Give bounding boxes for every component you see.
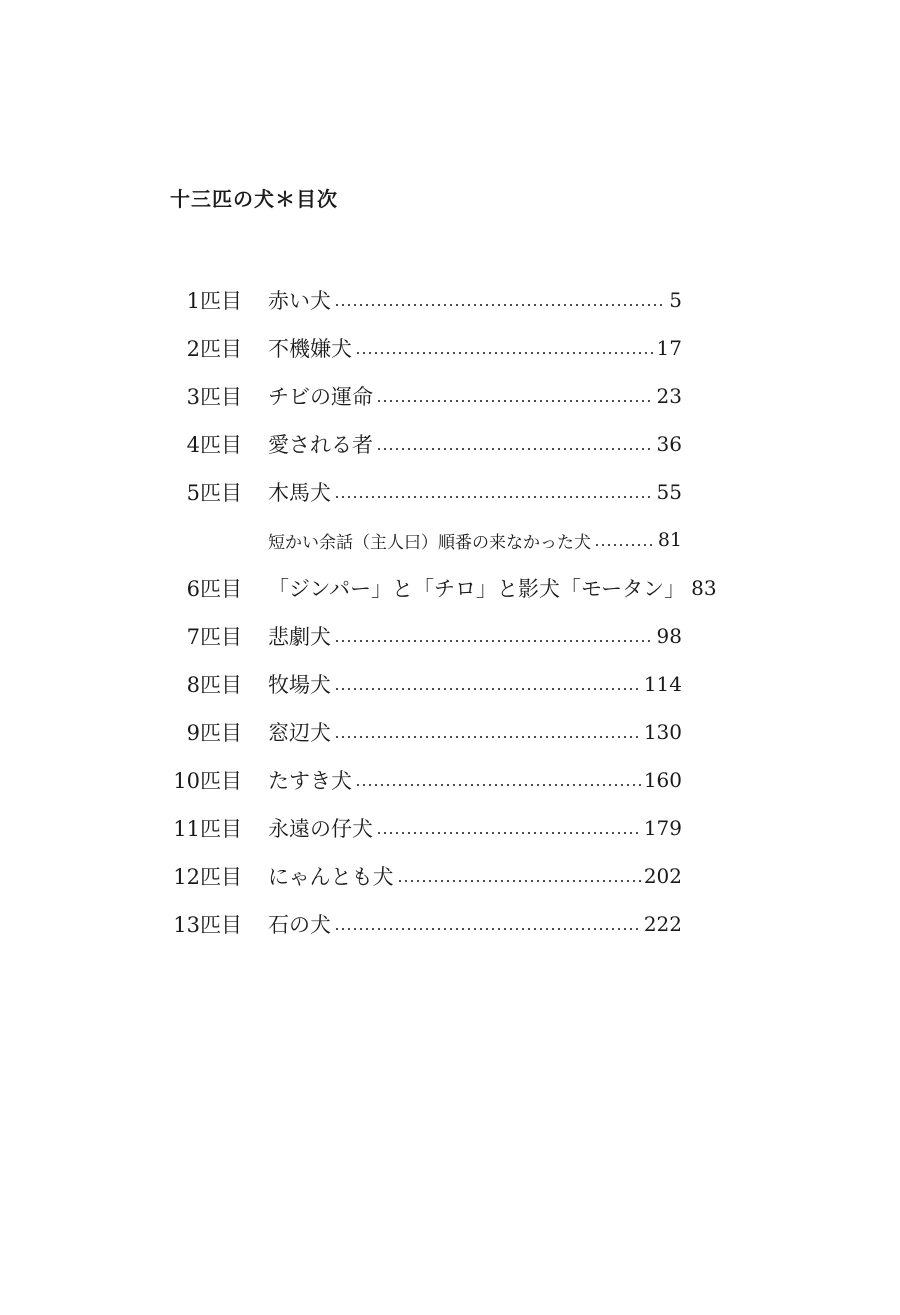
dot-leader <box>397 880 641 882</box>
dot-leader <box>334 496 654 498</box>
toc-entry-page: 17 <box>656 336 682 360</box>
toc-entry-number: 11匹目 <box>173 817 242 841</box>
toc-entry-title: 不機嫌犬 <box>268 337 352 361</box>
toc-entry-page: 160 <box>643 768 682 792</box>
toc-entry-number: 8匹目 <box>186 673 242 697</box>
toc-entry-title: チビの運命 <box>268 385 373 409</box>
toc-entry-page: 222 <box>643 912 682 936</box>
toc-entry-page: 179 <box>643 816 682 840</box>
toc-entry-title: 愛される者 <box>268 433 373 457</box>
toc-entry-title: にゃんとも犬 <box>268 865 394 889</box>
toc-entry <box>160 708 682 756</box>
toc-entry-number: 6匹目 <box>186 577 242 601</box>
toc-entry <box>160 324 682 372</box>
toc-entry-page: 114 <box>643 672 682 696</box>
toc-entry-page: 98 <box>656 624 682 648</box>
toc-entry-number: 10匹目 <box>173 769 242 793</box>
toc-sub-entry <box>160 516 682 564</box>
toc-entry-title: 窓辺犬 <box>268 721 331 745</box>
dot-leader <box>355 352 654 354</box>
toc-entry <box>160 804 682 852</box>
toc-entry-title: 赤い犬 <box>268 289 331 313</box>
toc-entry-page: 83 <box>691 576 717 600</box>
toc-entry-number: 9匹目 <box>186 721 242 745</box>
toc-entry-page: 81 <box>657 529 682 551</box>
toc-entry <box>160 756 682 804</box>
toc-entry-number: 7匹目 <box>186 625 242 649</box>
toc-entry <box>160 612 682 660</box>
toc-entry-title: 悲劇犬 <box>268 625 331 649</box>
toc-entry <box>160 372 682 420</box>
toc-entry-number: 1匹目 <box>186 289 242 313</box>
toc-entry <box>160 852 682 900</box>
dot-leader <box>334 736 641 738</box>
toc-entry <box>160 564 717 612</box>
toc-entry <box>160 900 682 948</box>
dot-leader <box>334 640 654 642</box>
dot-leader <box>334 688 641 690</box>
toc-entry <box>160 468 682 516</box>
dot-leader <box>376 448 654 450</box>
toc-entry <box>160 276 682 324</box>
toc-entry-number: 13匹目 <box>173 913 242 937</box>
toc-entry-number: 3匹目 <box>186 385 242 409</box>
dot-leader <box>334 304 666 306</box>
toc-entry <box>160 660 682 708</box>
toc-entry-number: 2匹目 <box>186 337 242 361</box>
toc-entry-title: 「ジンパー」と「チロ」と影犬「モータン」 <box>268 577 686 601</box>
toc-entry <box>160 420 682 468</box>
dot-leader <box>594 544 655 546</box>
dot-leader <box>334 928 641 930</box>
toc-entry-page: 130 <box>643 720 682 744</box>
toc-entry-title: 木馬犬 <box>268 481 331 505</box>
dot-leader <box>376 400 654 402</box>
toc-entry-page: 55 <box>656 480 682 504</box>
toc-list <box>160 276 717 948</box>
dot-leader <box>376 832 641 834</box>
toc-entry-number: 5匹目 <box>186 481 242 505</box>
toc-entry-page: 23 <box>656 384 682 408</box>
toc-entry-number: 12匹目 <box>173 865 242 889</box>
toc-entry-title: 牧場犬 <box>268 673 331 697</box>
toc-entry-number: 4匹目 <box>186 433 242 457</box>
page-title: 十三匹の犬＊目次 <box>170 187 338 211</box>
toc-entry-title: 短かい余話（主人曰）順番の来なかった犬 <box>268 532 591 553</box>
dot-leader <box>355 784 641 786</box>
toc-entry-page: 36 <box>656 432 682 456</box>
toc-entry-title: 石の犬 <box>268 913 331 937</box>
toc-entry-title: 永遠の仔犬 <box>268 817 373 841</box>
toc-entry-page: 5 <box>669 288 682 312</box>
toc-entry-title: たすき犬 <box>268 769 352 793</box>
toc-entry-page: 202 <box>643 864 682 888</box>
